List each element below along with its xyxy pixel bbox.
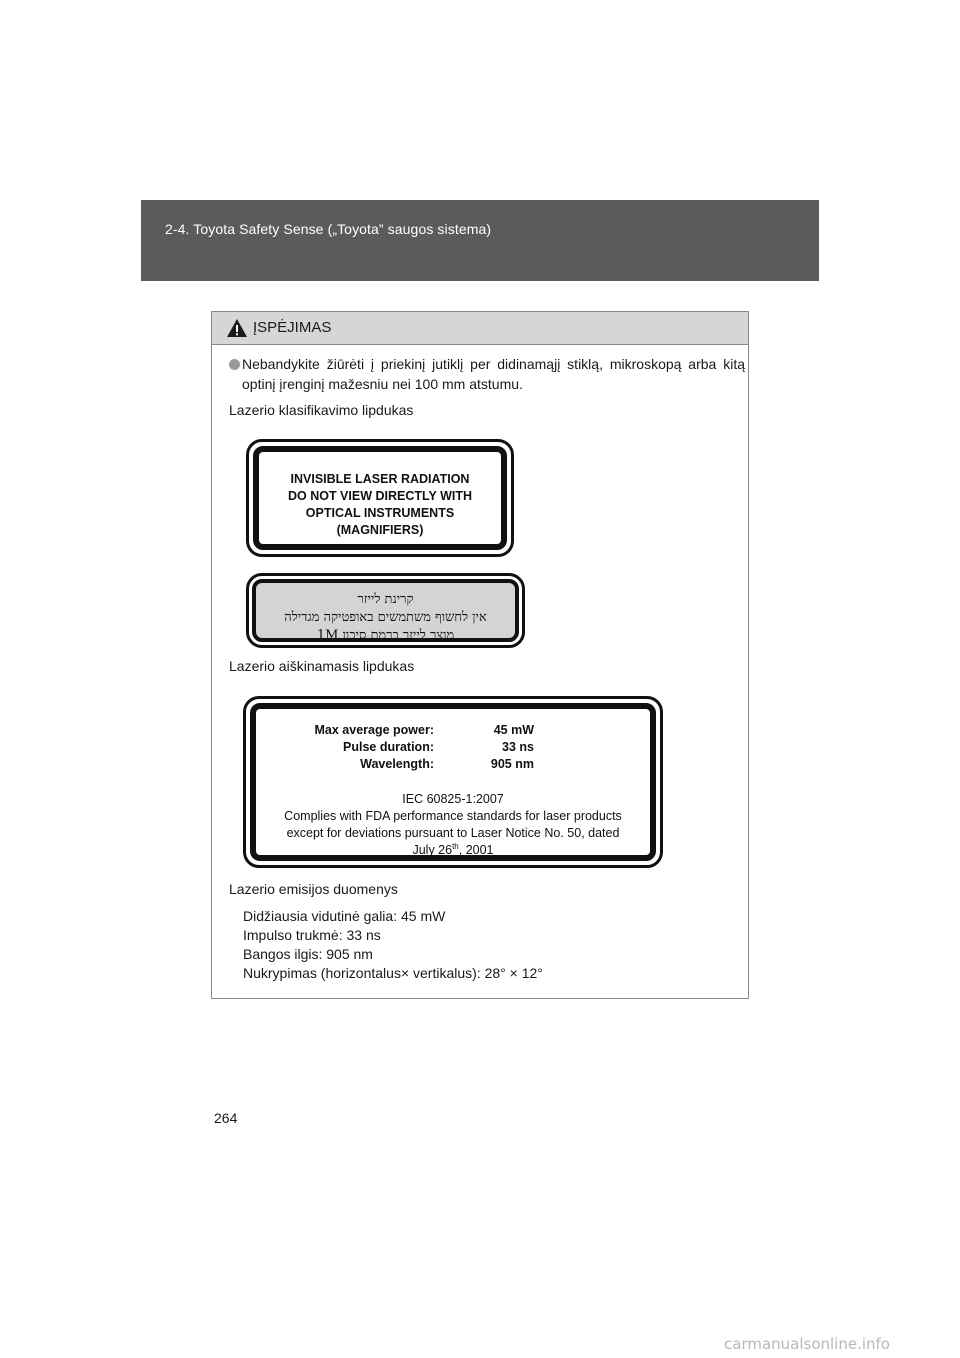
hebrew-label-line: אין לחשוף משתמשים באופטיקה מגדילה: [284, 610, 487, 625]
laser-warning-line: OPTICAL INSTRUMENTS: [305, 506, 455, 520]
compliance-text: except for deviations pursuant to Laser Notice No. 50, dated: [286, 826, 620, 840]
laser-warning-line: INVISIBLE LASER RADIATION: [290, 472, 470, 486]
laser-spec-sticker: [243, 696, 663, 868]
standard-text: IEC 60825-1:2007: [402, 792, 504, 806]
page-number: 264: [214, 1110, 238, 1126]
hebrew-label-line: מוצר לייזר ברמת סיכון 1M: [316, 628, 455, 643]
hebrew-label-text: [256, 591, 515, 645]
compliance-date: [256, 842, 650, 859]
spec-key: Wavelength:: [360, 757, 434, 771]
watermark: carmanualsonline.info: [724, 1335, 890, 1353]
bullet-dot-icon: [229, 359, 240, 370]
spec-row-wavelength: [256, 756, 650, 773]
laser-spec-compliance: [256, 791, 650, 859]
emission-divergence: Nukrypimas (horizontalus× vertikalus): 28° × 12°: [243, 965, 543, 981]
spec-row-pulse: [256, 739, 650, 756]
date-suffix: , 2001: [458, 843, 494, 857]
hebrew-laser-sticker-inner: [252, 579, 519, 642]
spec-key: Max average power:: [314, 723, 434, 737]
laser-warning-sticker-inner: [253, 446, 507, 550]
compliance-text: Complies with FDA performance standards for laser products: [284, 809, 622, 823]
warning-header: [212, 312, 748, 345]
date-prefix: July 26: [412, 843, 453, 857]
section-header: [141, 200, 819, 281]
emission-wavelength: Bangos ilgis: 905 nm: [243, 946, 373, 962]
hebrew-laser-sticker: [246, 573, 525, 648]
emission-max-power: Didžiausia vidutinė galia: 45 mW: [243, 908, 446, 924]
emission-heading: Lazerio emisijos duomenys: [229, 881, 398, 897]
laser-spec-values: [256, 722, 650, 773]
hebrew-label-line: קרינת לייזר: [357, 592, 414, 607]
warning-bullet: [229, 354, 745, 394]
laser-warning-line: (MAGNIFIERS): [336, 523, 424, 537]
spec-value: 45 mW: [493, 723, 534, 737]
spec-value: 905 nm: [490, 757, 534, 771]
date-superscript: th: [452, 841, 459, 851]
spec-row-power: [256, 722, 650, 739]
classification-label-heading: Lazerio klasifikavimo lipdukas: [229, 402, 414, 418]
warning-bullet-text: Nebandykite žiūrėti į priekinį jutiklį per didinamąjį stiklą, mikroskopą arba kitą optinį įrenginį mažesniu nei 100 mm atstumu.: [242, 356, 745, 392]
section-title: 2-4. Toyota Safety Sense („Toyota” saugos sistema): [165, 221, 492, 237]
spec-value: 33 ns: [502, 740, 534, 754]
warning-title: ĮSPĖJIMAS: [253, 319, 332, 336]
warning-box: [211, 311, 749, 999]
emission-pulse: Impulso trukmė: 33 ns: [243, 927, 381, 943]
warning-triangle-icon: [226, 318, 248, 338]
spec-key: Pulse duration:: [343, 740, 434, 754]
explanatory-label-heading: Lazerio aiškinamasis lipdukas: [229, 658, 415, 674]
laser-warning-sticker: [246, 439, 514, 557]
laser-spec-sticker-inner: [250, 703, 656, 861]
laser-warning-line: DO NOT VIEW DIRECTLY WITH: [287, 489, 473, 503]
laser-warning-text: [259, 471, 501, 539]
